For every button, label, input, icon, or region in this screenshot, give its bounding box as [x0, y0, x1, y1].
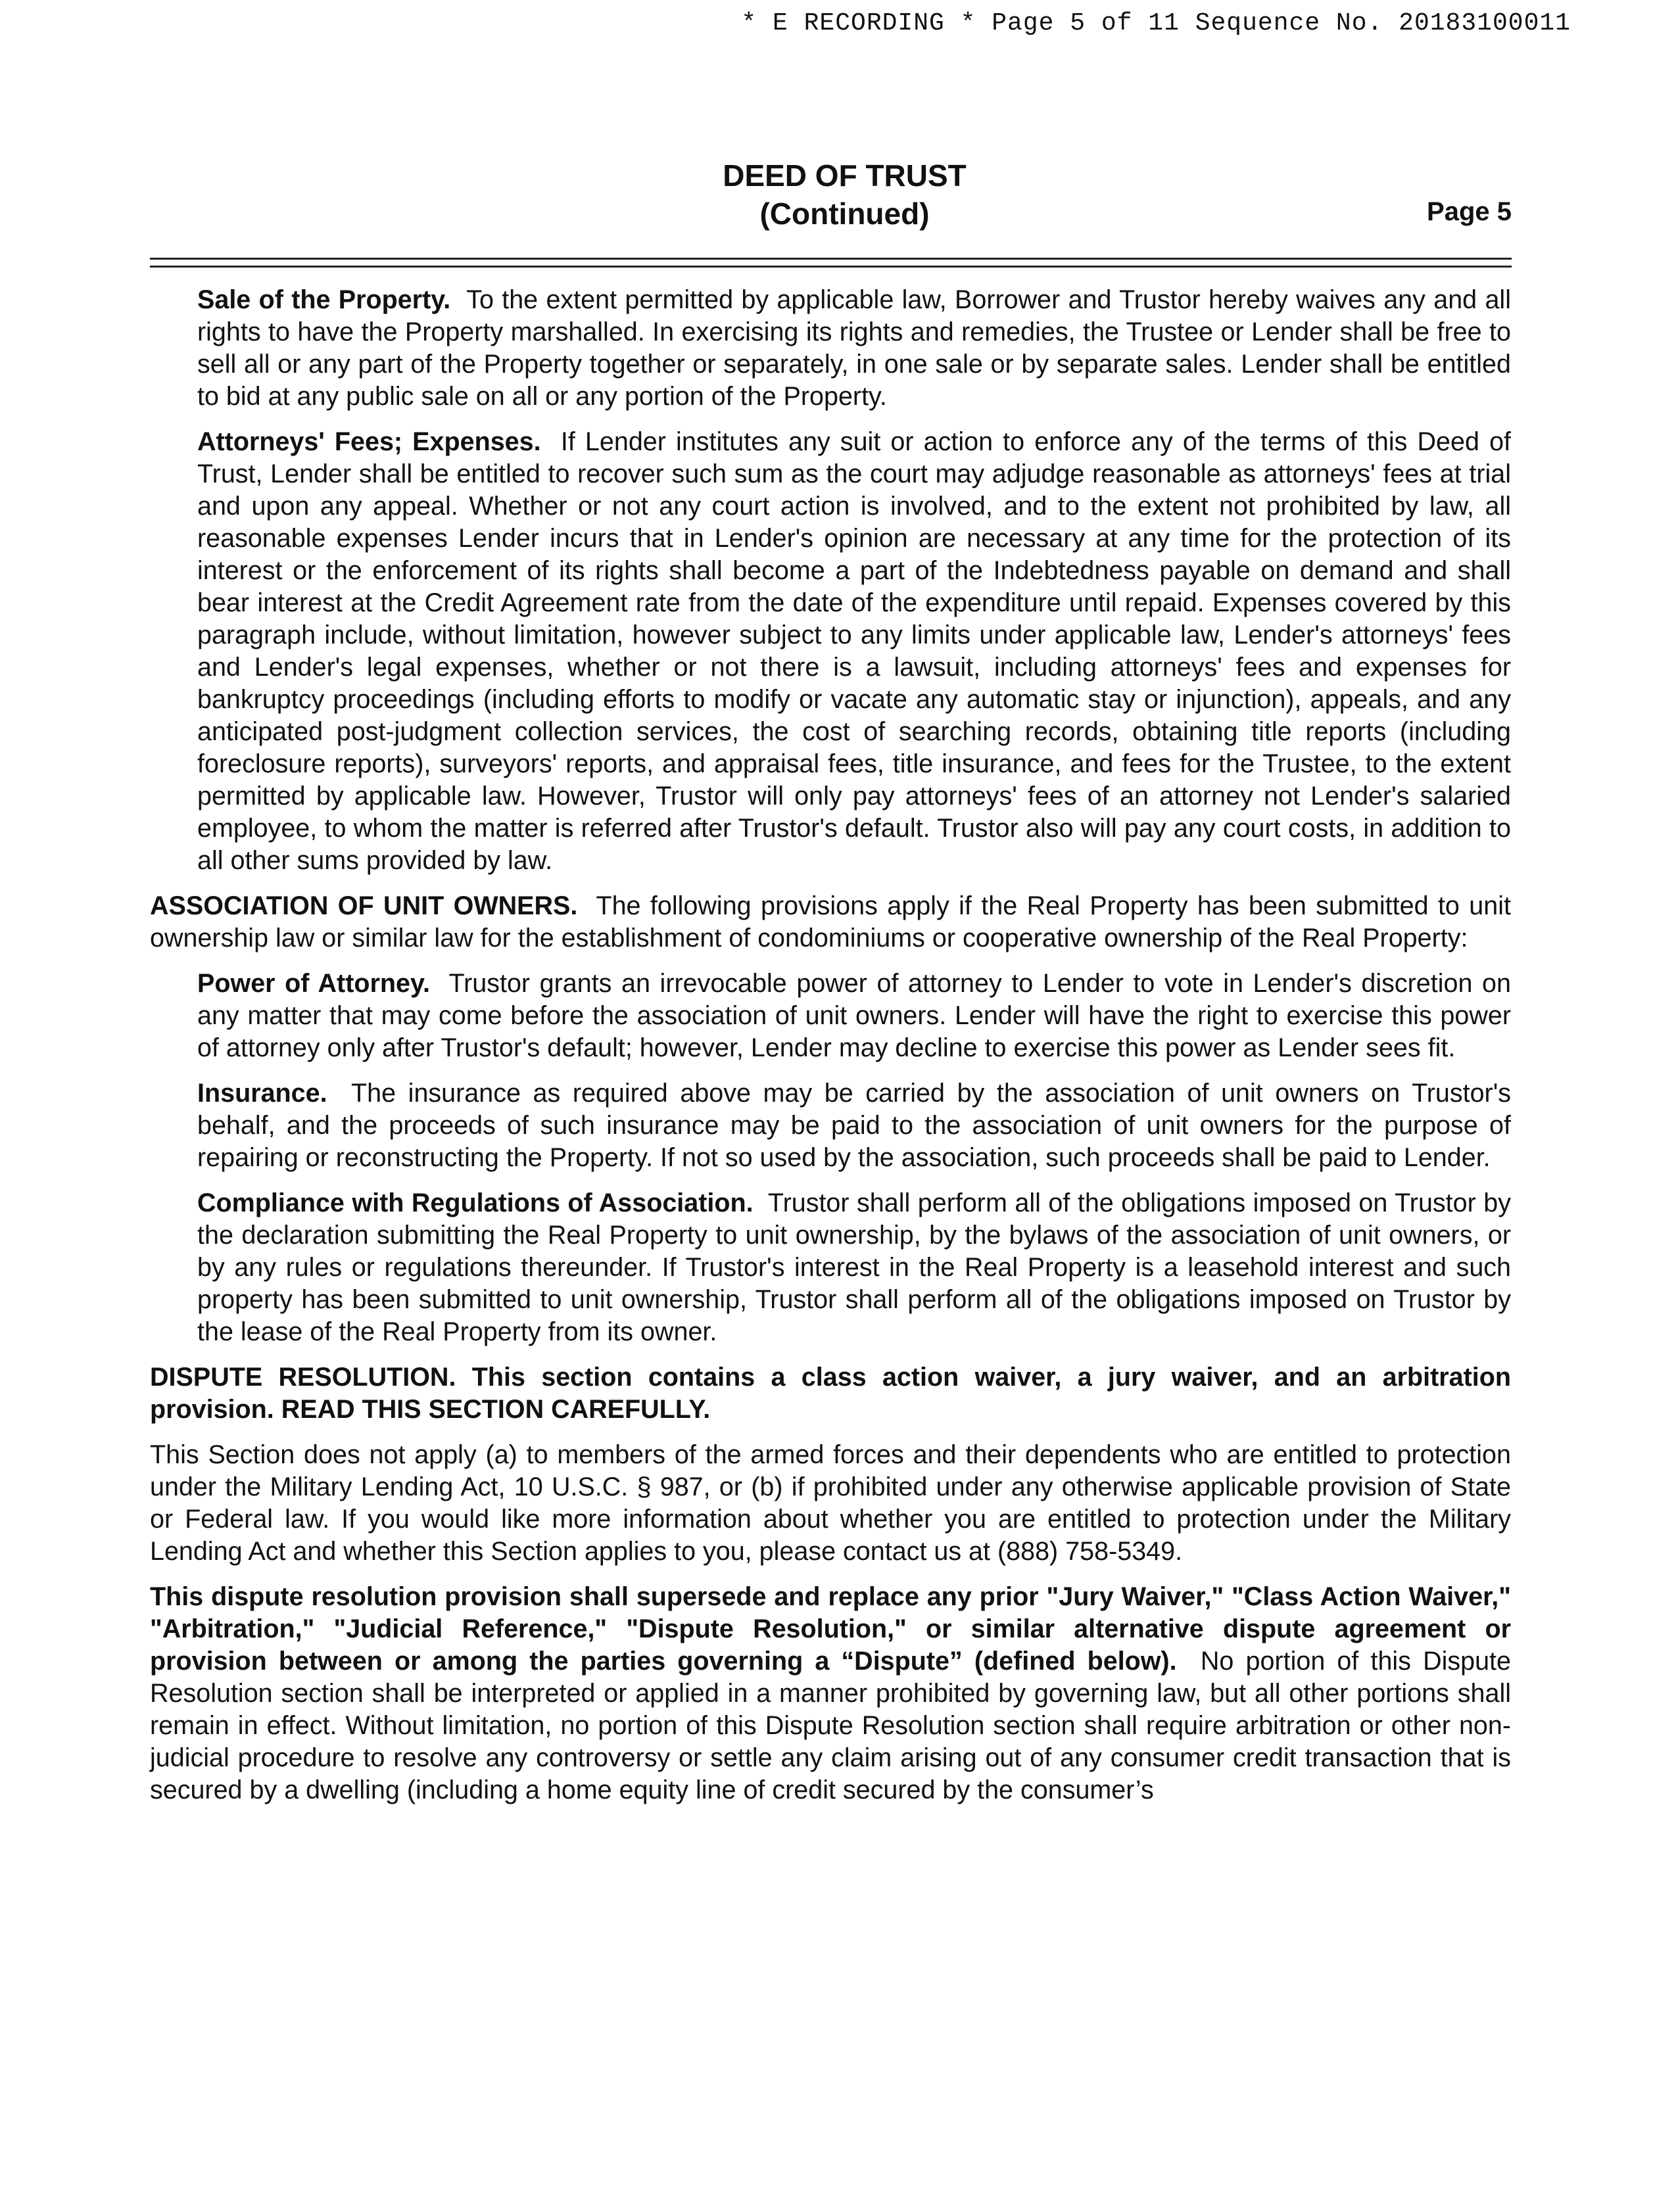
supersede-text: No portion of this Dispute Resolution section shall be interpreted or applied in a manner prohibited by governing law, but all other portions shall remain in effect. Without limitation, no portion of this Dispute Resolution section shall require arbitration or other non-judicial procedure to resolve any controversy or settle any claim arising out of any consumer credit transaction that is secured by a dwelling (including a home equity line of credit secured by the consumer’s: [150, 1647, 1511, 1804]
compliance-paragraph: [197, 1187, 1511, 1348]
association-heading: ASSOCIATION OF UNIT OWNERS.: [150, 891, 578, 920]
sale-of-property-paragraph: [197, 284, 1511, 413]
military-lending-paragraph: This Section does not apply (a) to members of the armed forces and their dependents who are entitled to protection under the Military Lending Act, 10 U.S.C. § 987, or (b) if prohibited under any otherwise applicable provision of State or Federal law. If you would like more information about whether you are entitled to protection under the Military Lending Act and whether this Section applies to you, please contact us at (888) 758-5349.: [150, 1440, 1511, 1566]
power-of-attorney-paragraph: [197, 968, 1511, 1064]
attorneys-fees-paragraph: [197, 426, 1511, 877]
compliance-heading: Compliance with Regulations of Association.: [197, 1188, 754, 1217]
page-number: Page 5: [1427, 197, 1512, 226]
insurance-heading: Insurance.: [197, 1079, 327, 1108]
title-line-2: (Continued): [759, 197, 930, 231]
header-rule-bottom: [150, 266, 1512, 268]
document-body: [150, 284, 1511, 1820]
sale-text: To the extent permitted by applicable law, Borrower and Trustor hereby waives any and all rights to have the Property marshalled. In exercising its rights and remedies, the Trustee or Lender shall be free to sell all or any part of the Property together or separately, in one sale or by separate sales. Lender shall be entitled to bid at any public sale on all or any portion of the Property.: [197, 285, 1511, 411]
attorneys-text: If Lender institutes any suit or action to enforce any of the terms of this Deed of Trust, Lender shall be entitled to recover such sum as the court may adjudge reasonable as attorneys' fees at trial and upon any appeal. Whether or not any court action is involved, and to the extent not prohibited by law, all reasonable expenses Lender incurs that in Lender's opinion are necessary at any time for the protection of its interest or the enforcement of its rights shall become a part of the Indebtedness payable on demand and shall bear interest at the Credit Agreement rate from the date of the expenditure until repaid. Expenses covered by this paragraph include, without limitation, however subject to any limits under applicable law, Lender's attorneys' fees and Lender's legal expenses, whether or not there is a lawsuit, including attorneys' fees and expenses for bankruptcy proceedings (including efforts to modify or vacate any automatic stay or injunction), appeals, and any anticipated post-judgment collection services, the cost of searching records, obtaining title reports (including foreclosure reports), surveyors' reports, and appraisal fees, title insurance, and fees for the Trustee, to the extent permitted by applicable law. However, Trustor will only pay attorneys' fees of an attorney not Lender's salaried employee, to whom the matter is referred after Trustor's default. Trustor also will pay any court costs, in addition to all other sums provided by law.: [197, 427, 1512, 875]
association-text: The following provisions apply if the Real Property has been submitted to unit ownership law or similar law for the establishment of condominiums or cooperative ownership of the Real Property:: [150, 891, 1511, 953]
title-line-1: DEED OF TRUST: [723, 158, 967, 193]
association-paragraph: [150, 890, 1511, 954]
document-title: [0, 156, 1676, 233]
supersede-bold-text: This dispute resolution provision shall supersede and replace any prior "Jury Waiver," "Class Action Waiver," "Arbitration," "Judicial Reference," "Dispute Resolution," or similar alternative dispute agreement or provision between or among the parties governing a “Dispute” (defined below).: [150, 1582, 1511, 1676]
insurance-text: The insurance as required above may be carried by the association of unit owners on Trustor's behalf, and the proceeds of such insurance may be paid to the association of unit owners for the purpose of repairing or reconstructing the Property. If not so used by the association, such proceeds shall be paid to Lender.: [197, 1079, 1511, 1172]
sale-heading: Sale of the Property.: [197, 285, 451, 314]
attorneys-heading: Attorneys' Fees; Expenses.: [197, 427, 541, 456]
supersede-paragraph: [150, 1581, 1511, 1806]
recording-header: * E RECORDING * Page 5 of 11 Sequence No. 20183100011: [741, 9, 1571, 37]
power-heading: Power of Attorney.: [197, 969, 430, 998]
header-rule-top: [150, 258, 1512, 260]
power-text: Trustor grants an irrevocable power of attorney to Lender to vote in Lender's discretion on any matter that may come before the association of unit owners. Lender will have the right to exercise this power of attorney only after Trustor's default; however, Lender may decline to exercise this power as Lender sees fit.: [197, 969, 1511, 1062]
insurance-paragraph: [197, 1077, 1511, 1174]
dispute-resolution-heading: DISPUTE RESOLUTION. This section contains a class action waiver, a jury waiver, and an arbitration provision. READ THIS SECTION CAREFULLY.: [150, 1363, 1511, 1424]
compliance-text: Trustor shall perform all of the obligations imposed on Trustor by the declaration submitting the Real Property to unit ownership, by the bylaws of the association of unit owners, or by any rules or regulations thereunder. If Trustor's interest in the Real Property is a leasehold interest and such property has been submitted to unit ownership, Trustor shall perform all of the obligations imposed on Trustor by the lease of the Real Property from its owner.: [197, 1188, 1511, 1346]
